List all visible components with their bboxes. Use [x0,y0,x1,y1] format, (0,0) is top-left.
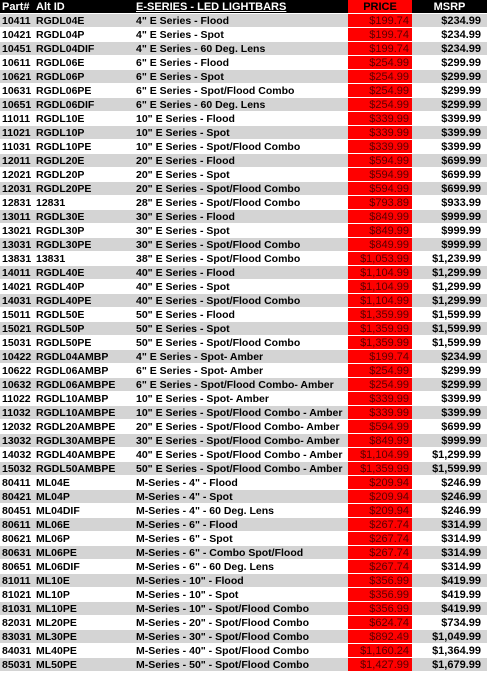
table-row [0,560,487,574]
alt-id-cell: RGDL20P [34,168,134,182]
part-number-cell: 10651 [0,98,34,112]
part-number-cell: 15032 [0,462,34,476]
part-number-cell: 80621 [0,532,34,546]
description-cell: 50" E Series - Spot [134,322,348,336]
msrp-cell: $1,599.99 [412,308,487,322]
description-cell: 4" E Series - Spot- Amber [134,350,348,364]
msrp-cell: $933.99 [412,196,487,210]
description-cell: 40" E Series - Spot [134,280,348,294]
msrp-cell: $419.99 [412,574,487,588]
description-cell: M-Series - 50" - Spot/Flood Combo [134,658,348,672]
price-cell: $254.99 [348,98,412,112]
msrp-cell: $299.99 [412,364,487,378]
part-number-cell: 12031 [0,182,34,196]
alt-id-cell: RGDL50AMBPE [34,462,134,476]
alt-id-cell: RGDL20PE [34,182,134,196]
msrp-cell: $399.99 [412,126,487,140]
description-cell: 6" E Series - Spot/Flood Combo- Amber [134,378,348,392]
msrp-cell: $299.99 [412,56,487,70]
description-cell: 4" E Series - Flood [134,14,348,28]
description-cell: 40" E Series - Flood [134,266,348,280]
description-cell: M-Series - 10" - Flood [134,574,348,588]
msrp-cell: $1,299.99 [412,266,487,280]
part-number-cell: 11022 [0,392,34,406]
table-row [0,84,487,98]
price-cell: $1,359.99 [348,322,412,336]
table-row [0,644,487,658]
msrp-cell: $699.99 [412,168,487,182]
table-row [0,392,487,406]
price-cell: $793.89 [348,196,412,210]
price-cell: $1,359.99 [348,462,412,476]
alt-id-cell: RGDL30PE [34,238,134,252]
table-row [0,224,487,238]
table-row [0,364,487,378]
header-msrp: MSRP [412,0,487,14]
part-number-cell: 83031 [0,630,34,644]
part-number-cell: 15021 [0,322,34,336]
price-cell: $1,104.99 [348,294,412,308]
header-description: E-SERIES - LED LIGHTBARS [134,0,348,14]
msrp-cell: $314.99 [412,532,487,546]
part-number-cell: 14011 [0,266,34,280]
alt-id-cell: RGDL20E [34,154,134,168]
price-cell: $209.94 [348,490,412,504]
part-number-cell: 10451 [0,42,34,56]
price-cell: $849.99 [348,224,412,238]
table-row [0,140,487,154]
table-row [0,462,487,476]
table-row [0,406,487,420]
part-number-cell: 12011 [0,154,34,168]
part-number-cell: 13031 [0,238,34,252]
part-number-cell: 12021 [0,168,34,182]
table-row [0,252,487,266]
part-number-cell: 14031 [0,294,34,308]
price-cell: $1,104.99 [348,280,412,294]
price-cell: $849.99 [348,210,412,224]
price-cell: $339.99 [348,140,412,154]
alt-id-cell: RGDL06AMBP [34,364,134,378]
alt-id-cell: RGDL50PE [34,336,134,350]
table-row [0,518,487,532]
alt-id-cell: ML10E [34,574,134,588]
price-cell: $1,104.99 [348,448,412,462]
part-number-cell: 80411 [0,476,34,490]
msrp-cell: $999.99 [412,238,487,252]
table-row [0,126,487,140]
alt-id-cell: RGDL06DIF [34,98,134,112]
table-row [0,658,487,672]
table-row [0,70,487,84]
description-cell: M-Series - 10" - Spot [134,588,348,602]
table-row [0,280,487,294]
part-number-cell: 10632 [0,378,34,392]
table-row [0,616,487,630]
description-cell: 50" E Series - Spot/Flood Combo [134,336,348,350]
msrp-cell: $699.99 [412,182,487,196]
part-number-cell: 80451 [0,504,34,518]
part-number-cell: 13021 [0,224,34,238]
msrp-cell: $699.99 [412,154,487,168]
alt-id-cell: ML20PE [34,616,134,630]
alt-id-cell: ML10P [34,588,134,602]
price-cell: $254.99 [348,70,412,84]
price-cell: $199.74 [348,350,412,364]
alt-id-cell: RGDL06E [34,56,134,70]
msrp-cell: $1,049.99 [412,630,487,644]
header-part: Part# [0,0,34,14]
msrp-cell: $399.99 [412,392,487,406]
alt-id-cell: ML06PE [34,546,134,560]
alt-id-cell: ML06P [34,532,134,546]
msrp-cell: $299.99 [412,84,487,98]
part-number-cell: 80631 [0,546,34,560]
part-number-cell: 13032 [0,434,34,448]
table-row [0,490,487,504]
alt-id-cell: ML30PE [34,630,134,644]
description-cell: 10" E Series - Spot/Flood Combo - Amber [134,406,348,420]
msrp-cell: $1,364.99 [412,644,487,658]
table-row [0,28,487,42]
price-cell: $1,427.99 [348,658,412,672]
alt-id-cell: RGDL30AMBPE [34,434,134,448]
msrp-cell: $999.99 [412,224,487,238]
part-number-cell: 10422 [0,350,34,364]
description-cell: M-Series - 30" - Spot/Flood Combo [134,630,348,644]
part-number-cell: 11032 [0,406,34,420]
description-cell: 20" E Series - Spot/Flood Combo [134,182,348,196]
description-cell: 28" E Series - Spot/Flood Combo [134,196,348,210]
part-number-cell: 15011 [0,308,34,322]
msrp-cell: $234.99 [412,14,487,28]
description-cell: 6" E Series - Spot [134,70,348,84]
msrp-cell: $399.99 [412,140,487,154]
msrp-cell: $1,239.99 [412,252,487,266]
part-number-cell: 10411 [0,14,34,28]
alt-id-cell: RGDL04E [34,14,134,28]
alt-id-cell: RGDL40P [34,280,134,294]
price-cell: $1,053.99 [348,252,412,266]
table-row [0,210,487,224]
msrp-cell: $1,299.99 [412,280,487,294]
price-cell: $254.99 [348,378,412,392]
price-cell: $339.99 [348,392,412,406]
msrp-cell: $1,599.99 [412,322,487,336]
description-cell: 38" E Series - Spot/Flood Combo [134,252,348,266]
part-number-cell: 11031 [0,140,34,154]
part-number-cell: 81011 [0,574,34,588]
alt-id-cell: 12831 [34,196,134,210]
alt-id-cell: RGDL10AMBP [34,392,134,406]
alt-id-cell: RGDL06AMBPE [34,378,134,392]
part-number-cell: 81021 [0,588,34,602]
alt-id-cell: RGDL40AMBPE [34,448,134,462]
table-row [0,532,487,546]
table-row [0,602,487,616]
price-cell: $267.74 [348,560,412,574]
price-cell: $267.74 [348,532,412,546]
table-row [0,98,487,112]
alt-id-cell: RGDL10PE [34,140,134,154]
price-cell: $199.74 [348,42,412,56]
table-row [0,266,487,280]
header-alt-id: Alt ID [34,0,134,14]
price-cell: $267.74 [348,518,412,532]
price-cell: $594.99 [348,182,412,196]
part-number-cell: 11021 [0,126,34,140]
alt-id-cell: RGDL30P [34,224,134,238]
alt-id-cell: RGDL06P [34,70,134,84]
part-number-cell: 10622 [0,364,34,378]
description-cell: 4" E Series - 60 Deg. Lens [134,42,348,56]
price-cell: $254.99 [348,84,412,98]
alt-id-cell: RGDL10E [34,112,134,126]
msrp-cell: $734.99 [412,616,487,630]
msrp-cell: $399.99 [412,406,487,420]
description-cell: 30" E Series - Spot/Flood Combo [134,238,348,252]
table-row [0,182,487,196]
price-cell: $339.99 [348,406,412,420]
alt-id-cell: ML10PE [34,602,134,616]
msrp-cell: $1,599.99 [412,336,487,350]
description-cell: M-Series - 6" - Combo Spot/Flood [134,546,348,560]
table-row [0,238,487,252]
price-cell: $199.74 [348,28,412,42]
price-cell: $1,160.24 [348,644,412,658]
part-number-cell: 80651 [0,560,34,574]
msrp-cell: $999.99 [412,434,487,448]
alt-id-cell: ML06E [34,518,134,532]
table-row [0,574,487,588]
description-cell: 10" E Series - Flood [134,112,348,126]
price-cell: $339.99 [348,112,412,126]
table-row [0,588,487,602]
msrp-cell: $399.99 [412,112,487,126]
alt-id-cell: ML04DIF [34,504,134,518]
description-cell: M-Series - 20" - Spot/Flood Combo [134,616,348,630]
description-cell: 20" E Series - Flood [134,154,348,168]
description-cell: 30" E Series - Spot/Flood Combo- Amber [134,434,348,448]
table-row [0,196,487,210]
table-row [0,378,487,392]
description-cell: 6" E Series - Spot- Amber [134,364,348,378]
table-row [0,476,487,490]
alt-id-cell: ML06DIF [34,560,134,574]
table-row [0,546,487,560]
price-cell: $1,359.99 [348,336,412,350]
msrp-cell: $314.99 [412,546,487,560]
alt-id-cell: RGDL06PE [34,84,134,98]
alt-id-cell: RGDL30E [34,210,134,224]
alt-id-cell: ML50PE [34,658,134,672]
description-cell: M-Series - 10" - Spot/Flood Combo [134,602,348,616]
description-cell: M-Series - 4" - Spot [134,490,348,504]
price-cell: $254.99 [348,364,412,378]
price-cell: $1,104.99 [348,266,412,280]
part-number-cell: 15031 [0,336,34,350]
table-row [0,336,487,350]
part-number-cell: 11011 [0,112,34,126]
msrp-cell: $246.99 [412,490,487,504]
description-cell: 6" E Series - Spot/Flood Combo [134,84,348,98]
price-cell: $892.49 [348,630,412,644]
alt-id-cell: RGDL20AMBPE [34,420,134,434]
alt-id-cell: 13831 [34,252,134,266]
table-row [0,168,487,182]
alt-id-cell: ML40PE [34,644,134,658]
price-cell: $594.99 [348,420,412,434]
table-row [0,112,487,126]
part-number-cell: 12831 [0,196,34,210]
msrp-cell: $299.99 [412,98,487,112]
price-cell: $267.74 [348,546,412,560]
description-cell: 6" E Series - Flood [134,56,348,70]
table-row [0,630,487,644]
description-cell: M-Series - 6" - Spot [134,532,348,546]
table-row [0,350,487,364]
msrp-cell: $1,299.99 [412,294,487,308]
price-cell: $624.74 [348,616,412,630]
part-number-cell: 10631 [0,84,34,98]
table-row [0,420,487,434]
description-cell: M-Series - 4" - Flood [134,476,348,490]
table-row [0,14,487,28]
msrp-cell: $314.99 [412,518,487,532]
description-cell: 20" E Series - Spot [134,168,348,182]
price-cell: $199.74 [348,14,412,28]
msrp-cell: $1,679.99 [412,658,487,672]
description-cell: 30" E Series - Spot [134,224,348,238]
description-cell: 4" E Series - Spot [134,28,348,42]
table-row [0,56,487,70]
msrp-cell: $299.99 [412,378,487,392]
description-cell: M-Series - 40" - Spot/Flood Combo [134,644,348,658]
description-cell: 40" E Series - Spot/Flood Combo [134,294,348,308]
part-number-cell: 10611 [0,56,34,70]
description-cell: 10" E Series - Spot [134,126,348,140]
msrp-cell: $314.99 [412,560,487,574]
price-cell: $849.99 [348,238,412,252]
description-cell: 50" E Series - Flood [134,308,348,322]
alt-id-cell: RGDL04AMBP [34,350,134,364]
description-cell: 10" E Series - Spot/Flood Combo [134,140,348,154]
part-number-cell: 14021 [0,280,34,294]
msrp-cell: $699.99 [412,420,487,434]
part-number-cell: 14032 [0,448,34,462]
price-cell: $339.99 [348,126,412,140]
price-cell: $1,359.99 [348,308,412,322]
price-cell: $356.99 [348,588,412,602]
header-row [0,0,487,14]
description-cell: M-Series - 6" - Flood [134,518,348,532]
part-number-cell: 10421 [0,28,34,42]
table-row [0,504,487,518]
description-cell: 10" E Series - Spot- Amber [134,392,348,406]
description-cell: 20" E Series - Spot/Flood Combo- Amber [134,420,348,434]
alt-id-cell: RGDL04P [34,28,134,42]
description-cell: 30" E Series - Flood [134,210,348,224]
part-number-cell: 80421 [0,490,34,504]
alt-id-cell: RGDL04DIF [34,42,134,56]
msrp-cell: $419.99 [412,588,487,602]
msrp-cell: $999.99 [412,210,487,224]
description-cell: 40" E Series - Spot/Flood Combo - Amber [134,448,348,462]
alt-id-cell: RGDL40PE [34,294,134,308]
table-row [0,154,487,168]
part-number-cell: 12032 [0,420,34,434]
description-cell: 6" E Series - 60 Deg. Lens [134,98,348,112]
table-row [0,42,487,56]
part-number-cell: 81031 [0,602,34,616]
table-body [0,14,487,672]
part-number-cell: 13831 [0,252,34,266]
part-number-cell: 85031 [0,658,34,672]
msrp-cell: $299.99 [412,70,487,84]
table-row [0,448,487,462]
msrp-cell: $246.99 [412,476,487,490]
msrp-cell: $419.99 [412,602,487,616]
table-row [0,322,487,336]
price-cell: $594.99 [348,154,412,168]
msrp-cell: $234.99 [412,42,487,56]
alt-id-cell: RGDL50E [34,308,134,322]
table-row [0,294,487,308]
msrp-cell: $1,299.99 [412,448,487,462]
table-row [0,434,487,448]
alt-id-cell: RGDL40E [34,266,134,280]
price-cell: $594.99 [348,168,412,182]
part-number-cell: 10621 [0,70,34,84]
part-number-cell: 82031 [0,616,34,630]
price-cell: $254.99 [348,56,412,70]
price-cell: $356.99 [348,602,412,616]
table-row [0,308,487,322]
msrp-cell: $246.99 [412,504,487,518]
description-cell: M-Series - 6" - 60 Deg. Lens [134,560,348,574]
msrp-cell: $234.99 [412,350,487,364]
price-cell: $209.94 [348,504,412,518]
alt-id-cell: ML04P [34,490,134,504]
alt-id-cell: RGDL10P [34,126,134,140]
msrp-cell: $234.99 [412,28,487,42]
part-number-cell: 80611 [0,518,34,532]
alt-id-cell: RGDL10AMBPE [34,406,134,420]
alt-id-cell: RGDL50P [34,322,134,336]
price-cell: $209.94 [348,476,412,490]
description-cell: M-Series - 4" - 60 Deg. Lens [134,504,348,518]
part-number-cell: 13011 [0,210,34,224]
msrp-cell: $1,599.99 [412,462,487,476]
part-number-cell: 84031 [0,644,34,658]
price-cell: $356.99 [348,574,412,588]
description-cell: 50" E Series - Spot/Flood Combo - Amber [134,462,348,476]
alt-id-cell: ML04E [34,476,134,490]
price-cell: $849.99 [348,434,412,448]
header-price: PRICE [348,0,412,14]
